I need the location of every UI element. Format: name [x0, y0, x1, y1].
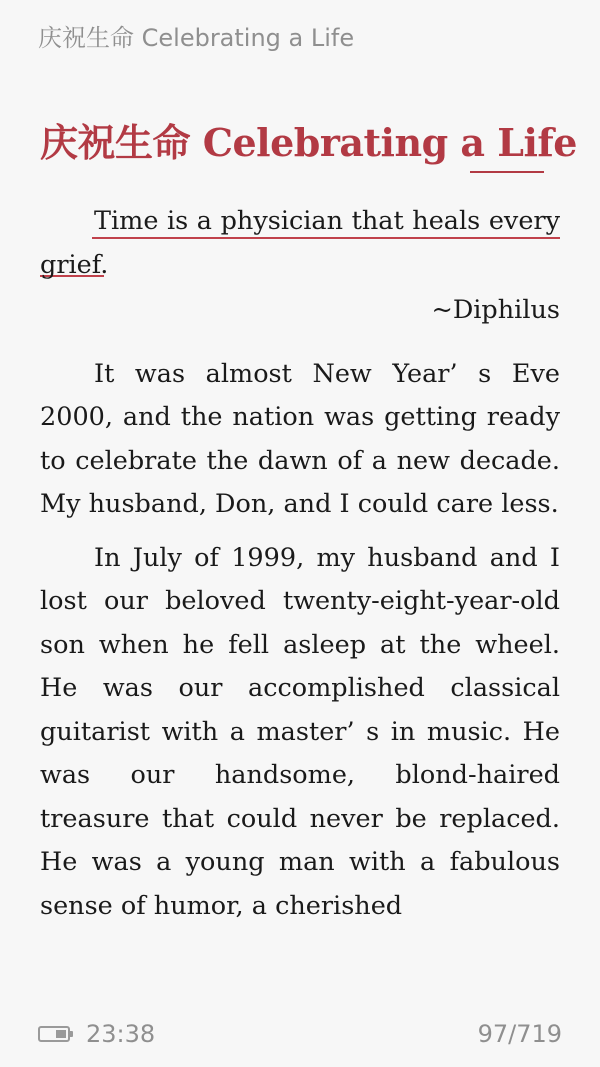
status-footer	[38, 1020, 562, 1050]
highlight-underline	[470, 171, 544, 173]
running-header: 庆祝生命 Celebrating a Life	[38, 24, 355, 52]
body-paragraph: In July of 1999, my husband and I lost our beloved twenty-eight-year-old son when he fell asleep at the wheel. He was our accomplished classical guitarist with a master’ s in music. He was our handsome, blond-haired treasure that could never be replaced. He was a young man with a fabulous sense of humor, a cherished	[40, 542, 560, 921]
body-paragraph: It was almost New Year’ s Eve 2000, and the nation was getting ready to celebrate the dawn of a new decade. My husband, Don, and I could care less.	[40, 358, 560, 519]
battery-level-fill	[56, 1030, 66, 1038]
battery-icon	[38, 1026, 70, 1042]
clock: 23:38	[86, 1020, 156, 1048]
chapter-title: 庆祝生命 Celebrating a Life	[40, 120, 577, 165]
page-indicator: 97/719	[477, 1020, 562, 1048]
epigraph-attribution: ~Diphilus	[431, 295, 560, 325]
epigraph-quote[interactable]: Time is a physician that heals every grief.	[40, 206, 560, 280]
reading-content[interactable]	[40, 200, 560, 928]
